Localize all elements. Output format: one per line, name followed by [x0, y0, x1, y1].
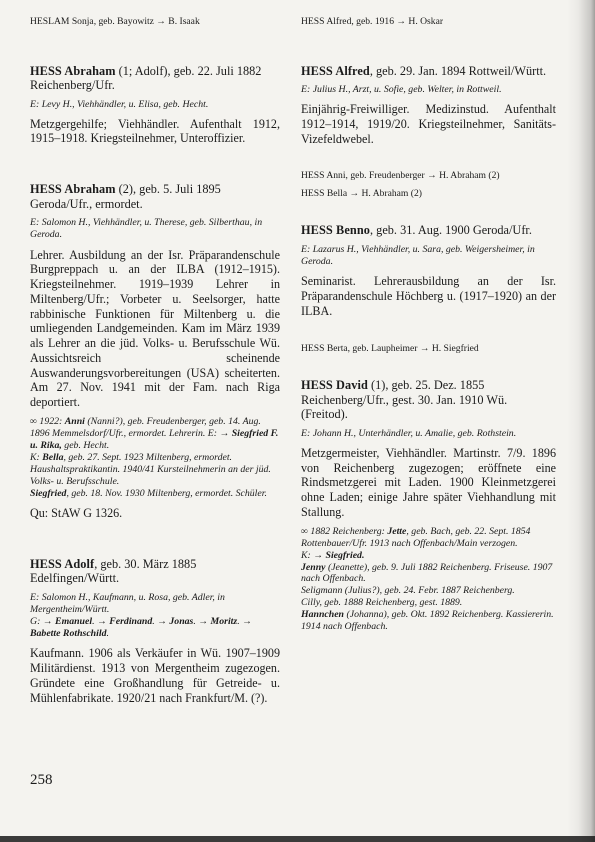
page-number: 258 — [30, 772, 53, 788]
entry-birth: (1; Adolf), geb. 22. Juli 1882 Reichenberg/Ufr. — [30, 63, 262, 92]
entry-parents: E: Salomon H., Viehhändler, u. Therese, geb. Silberthau, in Geroda. — [30, 217, 263, 241]
sibling-name: Moritz — [210, 615, 238, 627]
entry-heading — [30, 182, 280, 211]
entry-biography: Lehrer. Ausbildung an der Isr. Präparandenschule Burgpreppach u. an der ILBA (1912–1915). Kriegsteilnehmer. 1919–1939 Lehrer in Miltenberg/Ufr.; Vorbeter u. Seelsorger, hatte rabbinische Funktionen für Miltenberg u. die umliegenden Landgemeinden. Kam im März 1939 als Lehrer an die jüd. Volks- u. Berufsschule Wü. Aussichtsreich scheinende Auswanderungsvorbereitungen (USA) scheiterten. Am 27. Nov. 1941 mit der Fam. nach Riga deportiert. — [30, 247, 280, 410]
source-reference: Qu: StAW G 1326. — [30, 505, 123, 520]
entry-birth: (2), geb. 5. Juli 1895 Geroda/Ufr., ermordet. — [30, 182, 221, 211]
cross-reference: HESS Alfred, geb. 1916 → H. Oskar — [301, 16, 444, 27]
spouse-details-end: geb. Hecht. — [61, 439, 110, 451]
entry-parents: E: Johann H., Unterhändler, u. Amalie, geb. Rothstein. — [301, 427, 517, 439]
spouse-name: Anni — [64, 415, 85, 427]
entry-heading — [301, 223, 556, 238]
entry-name: HESS Adolf — [30, 556, 95, 571]
entry-parents: E: Julius H., Arzt, u. Sofie, geb. Welter, in Rottweil. — [301, 84, 502, 95]
child-name: Hannchen — [301, 609, 345, 621]
entry-hess-adolf — [30, 557, 280, 706]
cross-reference-group — [301, 170, 556, 199]
sibling-name: Babette Rothschild — [30, 628, 107, 640]
child-details: Cilly, geb. 1888 Reichenberg, gest. 1889. — [301, 597, 463, 609]
entry-heading — [30, 64, 280, 93]
child-details: , geb. 18. Nov. 1930 Miltenberg, ermordet. Schüler. — [66, 487, 267, 499]
child-name: Jenny — [301, 561, 326, 573]
sibling-separator: . → — [193, 615, 211, 627]
parents-text: E: Salomon H., Kaufmann, u. Rosa, geb. Adler, in Mergentheim/Württ. — [30, 591, 225, 615]
entry-birth: , geb. 30. März 1885 Edelfingen/Württ. — [30, 556, 197, 586]
marriage-label: ∞ 1922: — [30, 415, 65, 427]
cross-reference: HESLAM Sonja, geb. Bayowitz → B. Isaak — [30, 16, 200, 27]
entry-birth: , geb. 29. Jan. 1894 Rottweil/Württ. — [369, 63, 547, 78]
spouse-details: (Nanni?), geb. Freudenberger, geb. 14. Aug. 1896 Memmelsdorf/Ufr., ermordet. Lehrerin. E: → — [30, 415, 261, 439]
cross-reference: HESS Berta, geb. Laupheimer → H. Siegfried — [301, 342, 479, 354]
sibling-separator: . → — [92, 615, 110, 627]
spouse-name: Jette — [387, 525, 407, 537]
family-notes — [301, 526, 556, 633]
child-name: Bella — [42, 451, 64, 463]
entry-name: HESS Abraham — [30, 182, 116, 197]
entry-heading — [301, 64, 556, 79]
sibling-separator: . → — [237, 615, 252, 627]
entry-biography: Kaufmann. 1906 als Verkäufer in Wü. 1907–1909 Militärdienst. 1913 von Mergentheim zugezogen. Gründete eine Großhandlung für Getreide- u. Mühlenfabrikate. 1920/21 nach Frankfurt/M. (?). — [30, 646, 280, 705]
cross-reference-group — [301, 343, 556, 355]
spouse-parents: Siegfried F. u. Rika, — [30, 427, 279, 451]
siblings-label: G: → — [30, 615, 56, 627]
entry-hess-abraham-2 — [30, 182, 280, 520]
cross-reference: HESS Bella → H. Abraham (2) — [301, 187, 422, 199]
right-column — [301, 16, 556, 639]
child-details: (Johanna), geb. Okt. 1892 Reichenberg. Kassiererin. 1914 nach Offenbach. — [301, 609, 554, 633]
entry-name: HESS Alfred — [301, 63, 370, 78]
page-bottom-edge — [0, 836, 595, 842]
entry-biography: Metzgermeister, Viehhändler. Martinstr. 7/9. 1896 von Reichenberg zugezogen; eröffnete eine Rindsmetzgerei mit Laden. 1900 Kleinmetzgerei ohne Laden; einige Jahre später Viehhandlung mit Stallung. — [301, 445, 556, 519]
entry-biography: Metzgergehilfe; Viehhändler. Aufenthalt 1912, 1915–1918. Kriegsteilnehmer, Unteroffizier. — [30, 116, 280, 146]
child-details: , geb. 27. Sept. 1923 Miltenberg, ermordet. Haushaltspraktikantin. 1940/41 Kursteilnehmerin an der jüd. Volks- u. Berufsschule. — [30, 451, 271, 487]
entry-name: HESS David — [301, 378, 368, 393]
entry-birth: (1), geb. 25. Dez. 1855 Reichenberg/Ufr., gest. 30. Jan. 1910 Wü. (Freitod). — [301, 378, 508, 422]
entry-heading — [301, 378, 556, 422]
entry-parents: E: Lazarus H., Viehhändler, u. Sara, geb. Weigersheimer, in Geroda. — [301, 243, 535, 268]
sibling-name: Ferdinand — [109, 615, 153, 627]
entry-name: HESS Benno — [301, 223, 371, 238]
entry-hess-david-1 — [301, 378, 556, 633]
entry-biography: Seminarist. Lehrerausbildung an der Isr. Präparandenschule Höchberg u. (1917–1920) an der ILBA. — [301, 274, 556, 318]
family-notes — [30, 416, 280, 500]
child-details: Seligmann (Julius?), geb. 24. Febr. 1887 Reichenberg. — [301, 585, 515, 597]
entry-birth: , geb. 31. Aug. 1900 Geroda/Ufr. — [370, 223, 532, 238]
sibling-list-end: . — [106, 628, 109, 640]
sibling-separator: . → — [152, 615, 170, 627]
marriage-label: ∞ 1882 Reichenberg: — [301, 525, 388, 537]
entry-parents: E: Levy H., Viehhändler, u. Elisa, geb. Hecht. — [30, 98, 209, 110]
child-details: (Jeanette), geb. 9. Juli 1882 Reichenberg. Friseuse. 1907 nach Offenbach. — [301, 561, 553, 585]
spouse-details: , geb. Bach, geb. 22. Sept. 1854 Rottenbauer/Ufr. 1913 nach Offenbach/Main verzogen. — [301, 525, 531, 549]
child-name: Siegfried — [30, 487, 67, 499]
entry-parents — [30, 592, 280, 641]
entry-hess-abraham-1 — [30, 64, 280, 147]
children-label: K: → — [301, 549, 326, 561]
child-name: Siegfried. — [325, 549, 365, 561]
page-binding-shadow — [567, 0, 595, 842]
entry-name: HESS Abraham — [30, 63, 116, 78]
entry-hess-benno — [301, 223, 556, 318]
cross-reference: HESS Anni, geb. Freudenberger → H. Abraham (2) — [301, 170, 500, 182]
entry-heading — [30, 557, 280, 586]
children-label: K: — [30, 451, 43, 463]
sibling-name: Emanuel — [55, 615, 93, 627]
left-column — [30, 16, 280, 711]
sibling-name: Jonas — [169, 615, 194, 627]
entry-hess-alfred — [301, 64, 556, 147]
entry-biography: Einjährig-Freiwilliger. Medizinstud. Aufenthalt 1912–1914, 1919/20. Kriegsteilnehmer, Sanitäts-Vizefeldwebel. — [301, 102, 556, 146]
